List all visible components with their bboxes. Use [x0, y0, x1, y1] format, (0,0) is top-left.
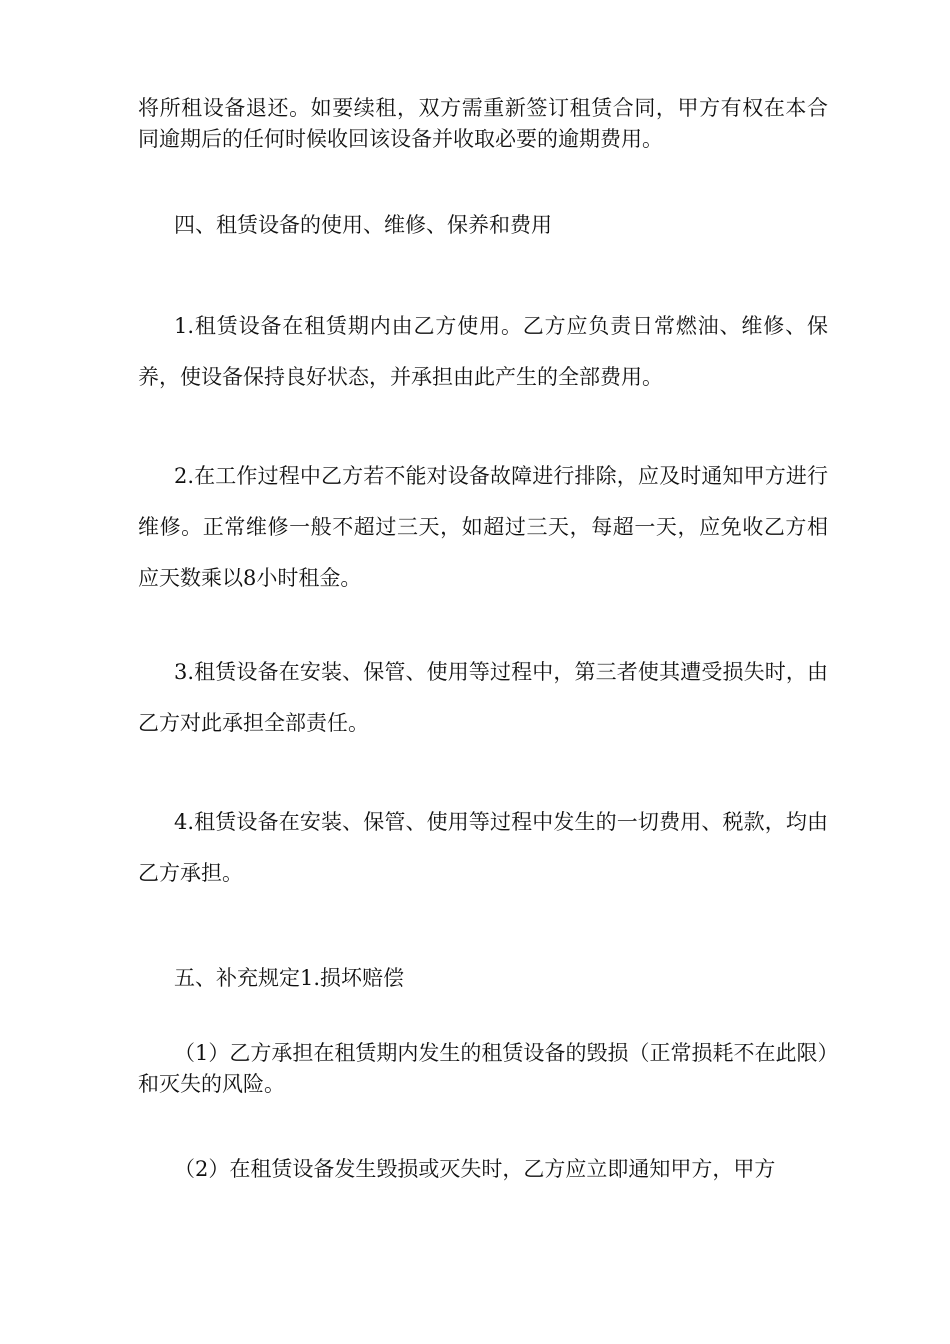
clause-4-3: 3.租赁设备在安装、保管、使用等过程中，第三者使其遭受损失时，由乙方对此承担全部责任。: [138, 660, 828, 735]
section-heading-4: 四、租赁设备的使用、维修、保养和费用: [174, 213, 552, 237]
clause-5-1: （1）乙方承担在租赁期内发生的租赁设备的毁损（正常损耗不在此限）和灭失的风险。: [138, 1041, 828, 1096]
paragraph-continuation: 将所租设备退还。如要续租，双方需重新签订租赁合同，甲方有权在本合同逾期后的任何时候收回该设备并收取必要的逾期费用。: [138, 96, 828, 151]
clause-4-4: 4.租赁设备在安装、保管、使用等过程中发生的一切费用、税款，均由乙方承担。: [138, 810, 828, 885]
section-heading-5: 五、补充规定1.损坏赔偿: [174, 966, 405, 990]
clause-4-2: 2.在工作过程中乙方若不能对设备故障进行排除，应及时通知甲方进行维修。正常维修一般不超过三天，如超过三天，每超一天，应免收乙方相应天数乘以8小时租金。: [138, 464, 828, 590]
clause-5-2: （2）在租赁设备发生毁损或灭失时，乙方应立即通知甲方，甲方: [174, 1157, 776, 1181]
clause-4-1: 1.租赁设备在租赁期内由乙方使用。乙方应负责日常燃油、维修、保养，使设备保持良好状态，并承担由此产生的全部费用。: [138, 314, 828, 389]
